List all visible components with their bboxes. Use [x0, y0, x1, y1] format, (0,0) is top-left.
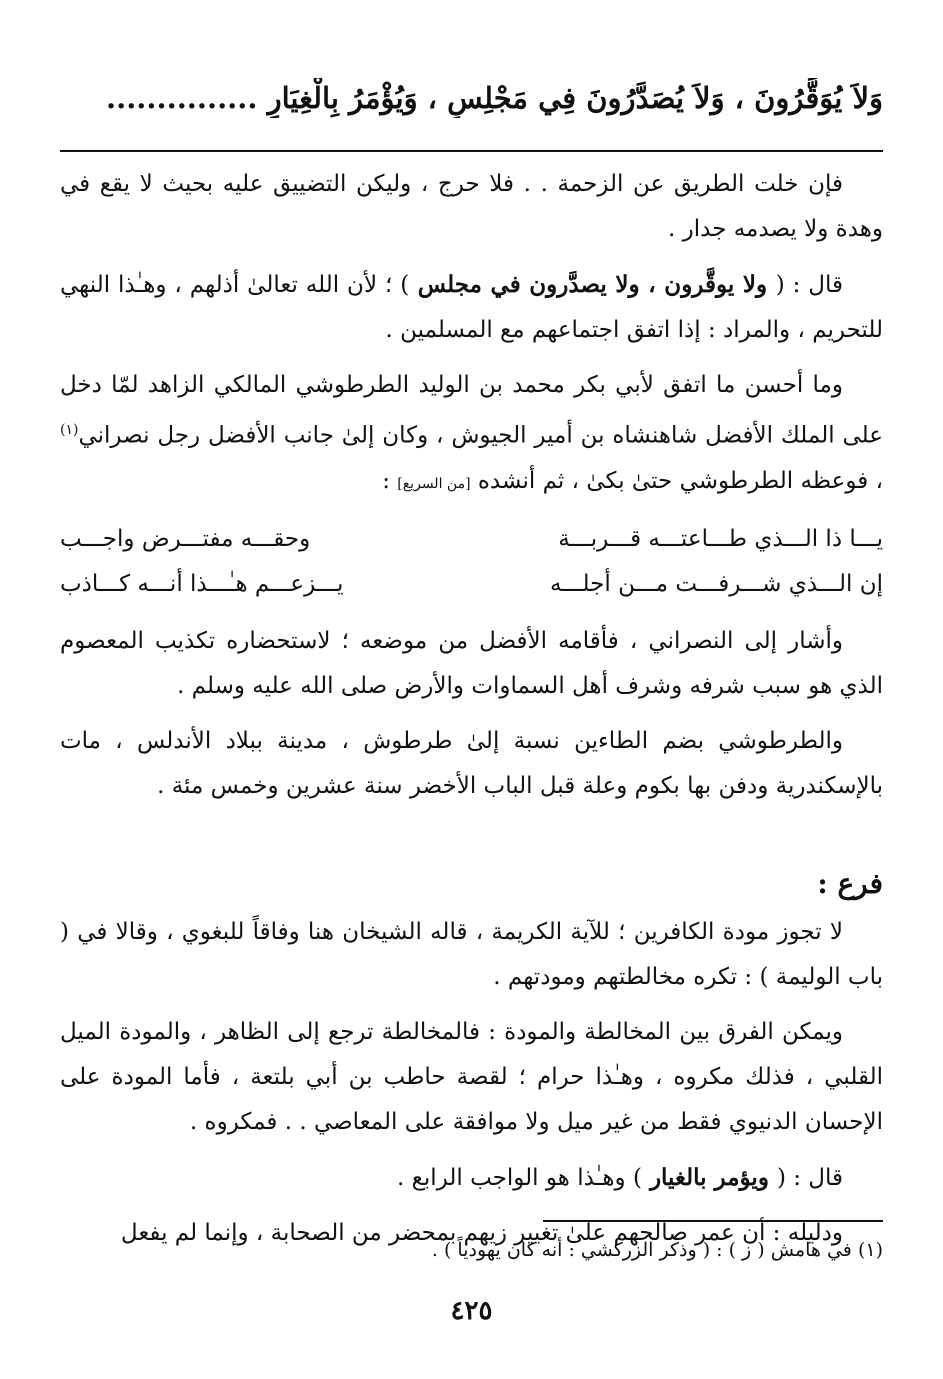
verse-hemistich-left: يـــزعـــم هـٰـــذا أنـــه كـــاذب [60, 570, 344, 597]
paragraph-text: ) ؛ لأن الله تعالىٰ أذلهم ، وهـٰذا النهي للتحريم ، والمراد : إذا اتفق اجتماعهم مع المسلمين . [60, 272, 883, 343]
paragraph [60, 262, 883, 353]
paragraph-text: وما أحسن ما اتفق لأبي بكر محمد بن الوليد الطرطوشي المالكي الزاهد لمّا دخل على الملك الأفضل شاهنشاه بن أمير الجيوش ، وكان إلىٰ جانب الأفضل رجل نصراني [60, 372, 883, 449]
verse-hemistich-right: إن الـــذي شـــرفـــت مـــن أجلـــه [550, 570, 883, 597]
footnote [60, 1232, 883, 1268]
paragraph-text: ويمكن الفرق بين المخالطة والمودة : فالمخالطة ترجع إلى الظاهر ، والمودة الميل القلبي ، فذلك مكروه ، وهـٰذا حرام ؛ لقصة حاطب بن أبي بلتعة ، فأما المودة على الإحسان الدنيوي فقط من غير ميل ولا موافقة على المعاصي . . فمكروه . [60, 1018, 883, 1135]
paragraph-text: ) وهـٰذا هو الواجب الرابع . [397, 1164, 642, 1191]
verse-hemistich-left: وحقـــه مفتـــرض واجـــب [60, 525, 311, 552]
paragraph [60, 619, 883, 709]
paragraph-text: ودليله : أن عمر صالحهم علىٰ تغيير زيهم بمحضر من الصحابة ، وإنما لم يفعل [120, 1219, 843, 1246]
verse-line [60, 562, 883, 607]
verse-line [60, 517, 883, 562]
paragraph-text: ، فوعظه الطرطوشي حتىٰ بكىٰ ، ثم أنشده [470, 467, 883, 494]
header-rule [60, 150, 883, 152]
paragraph-text: لا تجوز مودة الكافرين ؛ للآية الكريمة ، قاله الشيخان هنا وفاقاً للبغوي ، وقالا في ( باب الوليمة ) : تكره مخالطتهم ومودتهم . [60, 918, 883, 990]
meter-note: [من السريع] [397, 475, 471, 492]
verse-hemistich-right: يـــا ذا الـــذي طـــاعتـــه قـــربـــة [558, 525, 883, 552]
paragraph-text: فإن خلت الطريق عن الزحمة . . فلا حرج ، وليكن التضييق عليه بحيث لا يقع في وهدة ولا يصدمه جدار . [60, 171, 883, 242]
paragraph [60, 162, 883, 252]
paragraph [60, 1155, 883, 1201]
paragraph [60, 1010, 883, 1145]
footnote-rule [543, 1220, 883, 1222]
header-title: وَلاَ يُوَقَّرُونَ ، وَلاَ يُصَدَّرُونَ فِي مَجْلِسٍ ، وَيُؤْمَرُ بِالْغِيَارِ [267, 81, 883, 115]
paragraph-text: قال : ( [775, 272, 844, 298]
footnote-text: في هامش ( ز ) : ( وذكر الزركشي : أنه كان يهودياً ) . [431, 1239, 852, 1261]
paragraph [60, 363, 883, 507]
running-header [60, 78, 883, 118]
main-text [60, 162, 883, 1266]
paragraph [60, 719, 883, 809]
quoted-matn: ولا يوقَّرون ، ولا يصدَّرون في مجلس [409, 271, 776, 298]
paragraph-text: والطرطوشي بضم الطاءين نسبة إلىٰ طرطوش ، مدينة ببلاد الأندلس ، مات بالإسكندرية ودفن بها بكوم وعلة قبل الباب الأخضر سنة عشرين وخمس مئة . [60, 727, 883, 799]
footnote-marker[interactable]: (١) [60, 422, 79, 438]
page-number: ٤٢٥ [450, 1296, 493, 1326]
paragraph-text: وأشار إلى النصراني ، فأقامه الأفضل من موضعه ؛ لاستحضاره تكذيب المعصوم الذي هو سبب شرفه وشرف أهل السماوات والأرض صلى الله عليه وسلم . [60, 627, 883, 699]
paragraph [60, 910, 883, 1000]
section-gap [60, 819, 883, 861]
paragraph-text: : [382, 467, 398, 494]
section-heading: فرع : [817, 866, 883, 900]
header-dots: ............... [106, 81, 258, 115]
footnote-number: (١) [857, 1239, 883, 1261]
paragraph-text: قال : ( [776, 1164, 843, 1191]
quoted-matn: ويؤمر بالغيار [641, 1163, 777, 1191]
